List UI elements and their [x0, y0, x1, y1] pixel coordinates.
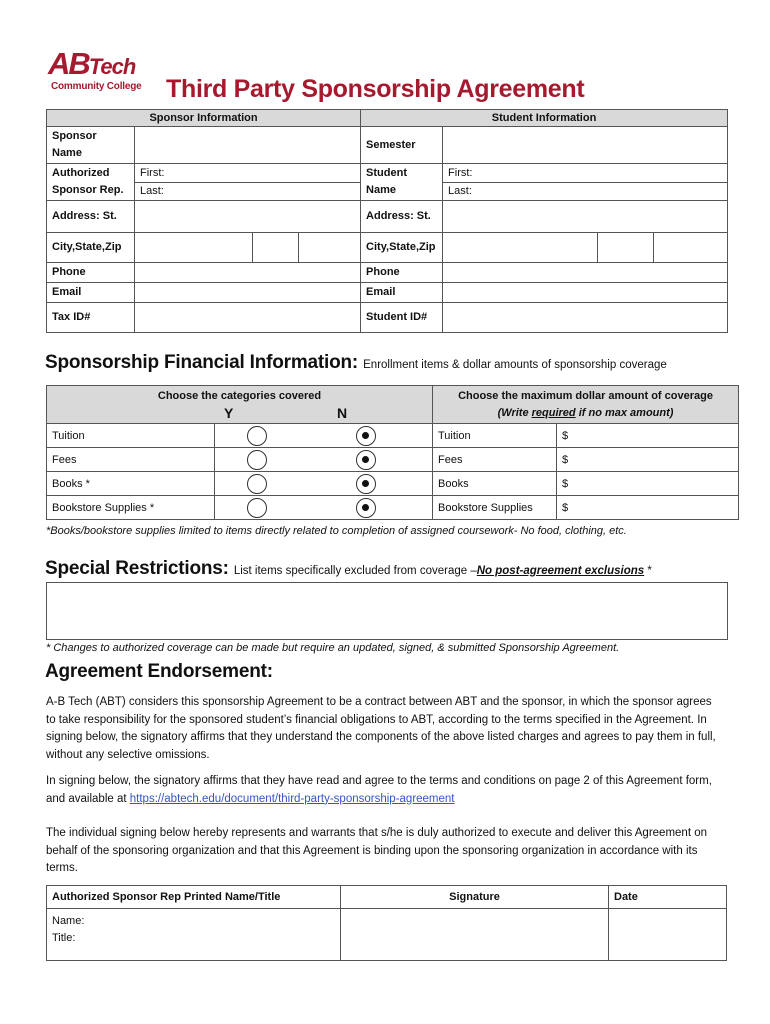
student-city-label: City,State,Zip [361, 233, 443, 263]
restrictions-textbox[interactable] [46, 582, 728, 640]
document-title: Third Party Sponsorship Agreement [166, 75, 585, 103]
endorsement-paragraph-3: The individual signing below hereby represents and warrants that s/he is duly authorized to execute and deliver this Agreement on behalf of the sponsoring organization and that this Agreement is binding upon the sponsoring organization in accordance with its terms. [46, 827, 708, 874]
fees-yes-radio[interactable] [247, 450, 267, 470]
sponsor-email-label: Email [47, 283, 135, 303]
financial-subtitle: Enrollment items & dollar amounts of sponsorship coverage [363, 359, 667, 371]
supplies-yes-radio[interactable] [247, 498, 267, 518]
sponsor-last-field[interactable] [135, 182, 361, 201]
student-first-field[interactable] [443, 164, 728, 183]
max-amount-subheading [438, 405, 733, 422]
signature-field[interactable] [341, 909, 609, 961]
sponsor-last-label: Last: [140, 185, 164, 198]
student-address-field[interactable] [443, 201, 728, 233]
student-address-label: Address: St. [361, 201, 443, 233]
books-no-radio[interactable] [356, 474, 376, 494]
coverage-row [47, 448, 739, 472]
date-header: Date [609, 886, 727, 909]
sponsor-phone-field[interactable] [135, 263, 361, 283]
student-email-field[interactable] [443, 283, 728, 303]
categories-header [47, 386, 433, 424]
restrictions-emphasis: No post-agreement exclusions [476, 565, 645, 577]
restrictions-section-title [45, 558, 652, 580]
student-last-label: Last: [448, 185, 472, 198]
semester-label: Semester [361, 127, 443, 164]
category-cell: Bookstore Supplies * [47, 496, 215, 520]
student-last-field[interactable] [443, 182, 728, 201]
currency-symbol: $ [562, 453, 569, 466]
max-amount-heading: Choose the maximum dollar amount of coverage [458, 389, 713, 402]
student-city-field[interactable] [443, 233, 598, 263]
sponsor-phone-label: Phone [47, 263, 135, 283]
endorsement-paragraph-2 [46, 773, 716, 808]
books-yes-radio[interactable] [247, 474, 267, 494]
books-footnote: *Books/bookstore supplies limited to items directly related to completion of assigned coursework- No food, clothing, etc. [46, 525, 627, 537]
restrictions-subtitle: List items specifically excluded from coverage – [233, 565, 477, 577]
fees-amount-field[interactable] [557, 448, 739, 472]
financial-section-title [45, 352, 667, 374]
student-id-field[interactable] [443, 303, 728, 333]
currency-symbol: $ [562, 429, 569, 442]
restrictions-star: * [644, 565, 652, 577]
yes-column-label: Y [224, 404, 234, 421]
sponsor-info-heading: Sponsor Information [47, 110, 361, 127]
student-phone-field[interactable] [443, 263, 728, 283]
name-label: Name: [52, 915, 85, 927]
endorsement-paragraph-1: A-B Tech (ABT) considers this sponsorship Agreement to be a contract between ABT and the sponsor, in which the sponsor agrees to take responsibility for the sponsored student’s financial obligations to ABT, according to the terms specified in the Agreement. In signing below, the signatory affirms that they understand the components of the above listed charges and agrees to pay them in full, without any selective omissions. [46, 696, 716, 761]
sponsor-name-field[interactable] [135, 127, 361, 164]
category-cell: Tuition [47, 424, 215, 448]
financial-table [46, 385, 739, 520]
student-state-field[interactable] [598, 233, 654, 263]
max-sub-post: if no max amount) [575, 406, 674, 419]
tuition-yes-radio[interactable] [247, 426, 267, 446]
max-sub-required: required [531, 406, 576, 419]
title-label: Title: [52, 932, 76, 944]
coverage-row [47, 472, 739, 496]
tax-id-field[interactable] [135, 303, 361, 333]
date-field[interactable] [609, 909, 727, 961]
logo-tech: Tech [88, 54, 136, 79]
student-phone-label: Phone [361, 263, 443, 283]
currency-symbol: $ [562, 477, 569, 490]
student-first-label: First: [448, 166, 473, 179]
sponsor-address-field[interactable] [135, 201, 361, 233]
fees-no-radio[interactable] [356, 450, 376, 470]
terms-link[interactable]: https://abtech.edu/document/third-party-sponsorship-agreement [129, 792, 455, 805]
sponsor-state-field[interactable] [253, 233, 299, 263]
financial-title: Sponsorship Financial Information: [45, 352, 359, 373]
tuition-amount-field[interactable] [557, 424, 739, 448]
category-cell: Books * [47, 472, 215, 496]
sponsor-zip-field[interactable] [299, 233, 361, 263]
amount-label: Bookstore Supplies [433, 496, 557, 520]
currency-symbol: $ [562, 501, 569, 514]
sponsor-address-label: Address: St. [47, 201, 135, 233]
no-column-label: N [337, 404, 348, 421]
restrictions-note: * Changes to authorized coverage can be made but require an updated, signed, & submitted Sponsorship Agreement. [46, 642, 620, 654]
semester-field[interactable] [443, 127, 728, 164]
student-id-label: Student ID# [361, 303, 443, 333]
student-zip-field[interactable] [654, 233, 728, 263]
name-title-header: Authorized Sponsor Rep Printed Name/Title [47, 886, 341, 909]
max-sub-pre: (Write [497, 406, 532, 419]
restrictions-title: Special Restrictions: [45, 558, 229, 579]
tuition-no-radio[interactable] [356, 426, 376, 446]
coverage-row [47, 496, 739, 520]
signature-table [46, 885, 727, 961]
paragraph-2-text: In signing below, the signatory affirms that they have read and agree to the terms and conditions on page 2 of this Agreement form, and available at [46, 775, 712, 805]
tax-id-label: Tax ID# [47, 303, 135, 333]
authorized-rep-label: Authorized Sponsor Rep. [47, 164, 135, 201]
student-name-label: Student Name [361, 164, 443, 201]
supplies-no-radio[interactable] [356, 498, 376, 518]
sponsor-email-field[interactable] [135, 283, 361, 303]
student-email-label: Email [361, 283, 443, 303]
signature-header: Signature [341, 886, 609, 909]
sponsor-first-label: First: [140, 166, 165, 179]
college-logo [48, 48, 158, 98]
amount-label: Books [433, 472, 557, 496]
coverage-row [47, 424, 739, 448]
logo-ab: AB [48, 46, 89, 81]
supplies-amount-field[interactable] [557, 496, 739, 520]
amount-label: Fees [433, 448, 557, 472]
books-amount-field[interactable] [557, 472, 739, 496]
sponsor-name-label: Sponsor Name [47, 127, 135, 164]
name-title-field[interactable] [47, 909, 341, 961]
category-cell: Fees [47, 448, 215, 472]
student-info-heading: Student Information [361, 110, 728, 127]
endorsement-title: Agreement Endorsement: [45, 661, 273, 682]
amount-label: Tuition [433, 424, 557, 448]
sponsor-city-label: City,State,Zip [47, 233, 135, 263]
categories-heading: Choose the categories covered [157, 389, 322, 402]
logo-subtitle: Community College [51, 81, 142, 92]
max-amount-header [433, 386, 739, 424]
sponsor-first-field[interactable] [135, 164, 361, 183]
sponsor-city-field[interactable] [135, 233, 253, 263]
info-table [46, 109, 728, 333]
